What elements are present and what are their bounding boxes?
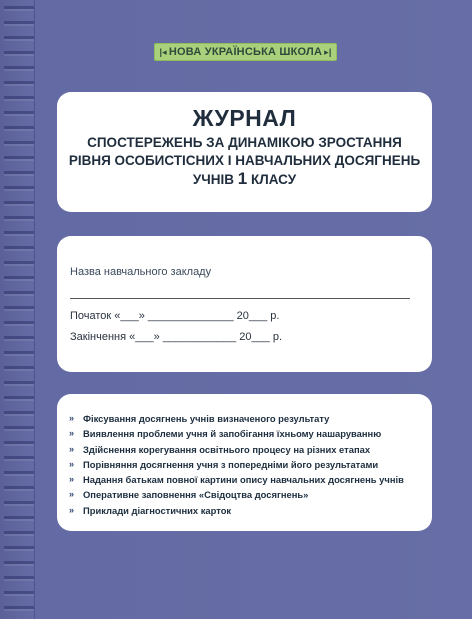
list-item-text: Виявлення проблеми учня й запобігання їхньому нашаруванню <box>83 428 382 440</box>
double-chevron-icon: » <box>69 489 75 500</box>
list-item-text: Фіксування досягнень учнів визначеного результату <box>83 413 330 424</box>
school-name-label: Назва навчального закладу <box>70 266 212 278</box>
start-date-line: Початок «___» ______________ 20___ р. <box>70 310 280 322</box>
double-chevron-icon: » <box>69 458 75 469</box>
binding-edge <box>34 0 35 619</box>
info-card <box>57 236 432 372</box>
list-item-text: Приклади діагностичних карток <box>83 504 232 516</box>
list-item <box>69 457 432 472</box>
double-chevron-icon: » <box>69 443 75 454</box>
list-item <box>69 503 432 518</box>
double-chevron-icon: » <box>69 504 75 515</box>
list-item <box>69 487 432 502</box>
badge-right-marker: ▸| <box>324 46 332 57</box>
double-chevron-icon: » <box>69 413 75 423</box>
list-item <box>69 426 432 441</box>
spiral-binding <box>4 6 34 614</box>
list-item-text: Здійснення корегування освітнього процесу на різних етапах <box>83 443 371 455</box>
list-item <box>69 411 432 426</box>
features-card <box>57 394 432 531</box>
subtitle-grade-suffix: КЛАСУ <box>247 172 297 187</box>
school-name-line <box>70 298 410 299</box>
list-item <box>69 442 432 457</box>
list-item <box>69 472 432 487</box>
list-item-text: Оперативне заповнення «Свідоцтва досягнень» <box>83 489 309 501</box>
double-chevron-icon: » <box>69 474 75 485</box>
subtitle-line-2: РІВНЯ ОСОБИСТІСНИХ І НАВЧАЛЬНИХ ДОСЯГНЕНЬ <box>68 153 421 168</box>
end-date-line: Закінчення «___» ____________ 20___ р. <box>70 331 283 343</box>
series-badge <box>154 43 337 61</box>
badge-text: НОВА УКРАЇНСЬКА ШКОЛА <box>168 46 323 58</box>
features-list <box>57 394 432 518</box>
grade-number: 1 <box>237 169 248 188</box>
list-item-text: Надання батькам повної картини опису навчальних досягнень учнів <box>83 474 404 486</box>
subtitle-line-1: СПОСТЕРЕЖЕНЬ ЗА ДИНАМІКОЮ ЗРОСТАННЯ <box>87 135 402 150</box>
list-item-text: Порівняння досягнення учня з попередніми його результатами <box>83 458 379 470</box>
double-chevron-icon: » <box>69 428 75 439</box>
title-card <box>57 92 432 212</box>
subtitle-grade-prefix: УЧНІВ <box>192 172 238 187</box>
badge-left-marker: |◂ <box>159 46 167 57</box>
page-title: ЖУРНАЛ <box>192 105 297 131</box>
subtitle-line-3 <box>57 170 432 189</box>
